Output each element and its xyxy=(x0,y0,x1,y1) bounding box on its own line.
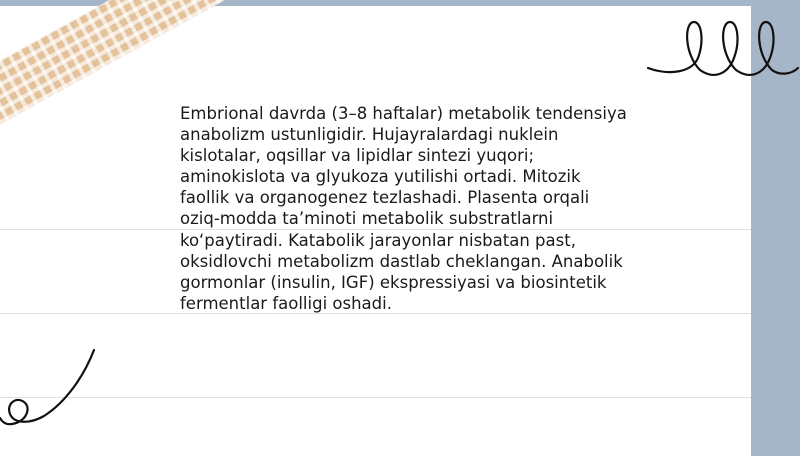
body-paragraph: Embrional davrda (3–8 haftalar) metabolik tendensiya anabolizm ustunligidir. Hujayralardagi nuklein kislotalar, oqsillar va lipidlar sintezi yuqori; aminokislota va glyukoza yutilishi ortadi. Mitozik faollik va organogenez tezlashadi. Plasenta orqali oziq-modda ta’minoti metabolik substratlarni ko‘paytiradi. Katabolik jarayonlar nisbatan past, oksidlovchi metabolizm dastlab cheklangan. Anabolik gormonlar (insulin, IGF) ekspressiyasi va biosintetik fermentlar faolligi oshadi. xyxy=(180,104,627,313)
loop-scribble-decoration xyxy=(640,14,800,84)
paper-rule-line xyxy=(0,397,751,398)
swirl-scribble-decoration xyxy=(0,344,105,430)
